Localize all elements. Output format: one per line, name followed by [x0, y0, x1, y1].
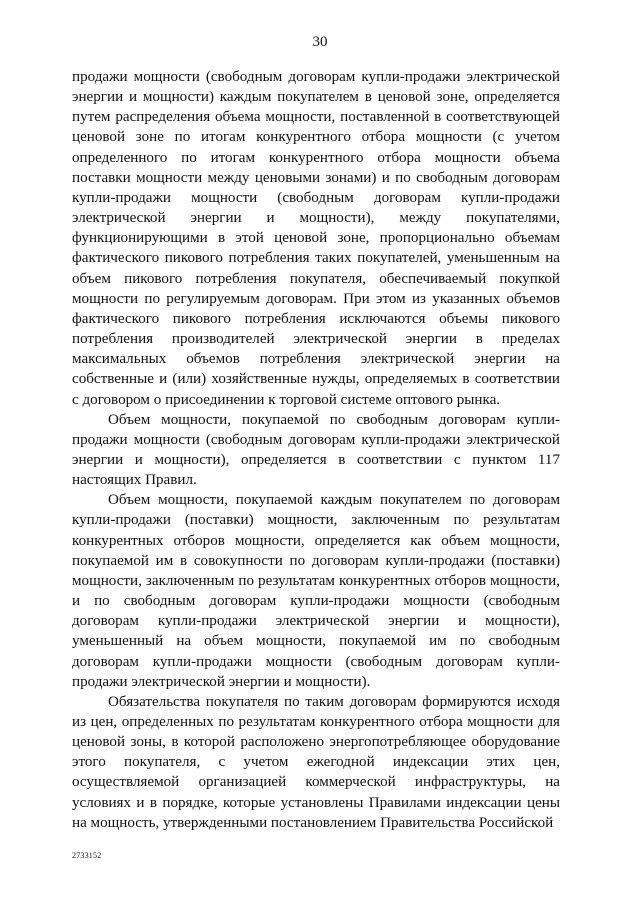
document-id: 2733152 [72, 851, 102, 860]
paragraph-competitive-selection-volume: Объем мощности, покупаемой каждым покупателем по договорам купли-продажи (поставки) мощности, заключенным по результатам конкурентных отборов мощности, определяется как объем мощности, покупаемой им в совокупности по договорам купли-продажи (поставки) мощности, заключенным по результатам конкурентных отборов мощности, и по свободным договорам купли-продажи мощности (свободным договорам купли-продажи электрической энергии и мощности), уменьшенный на объем мощности, покупаемой им по свободным договорам купли-продажи мощности (свободным договорам купли-продажи электрической энергии и мощности). [72, 492, 560, 690]
paragraph-continuation: продажи мощности (свободным договорам купли-продажи электрической энергии и мощности) каждым покупателем в ценовой зоне, определяется путем распределения объема мощности, поставленной в соответствующей ценовой зоне по итогам конкурентного отбора мощности (с учетом определенного по итогам конкурентного отбора мощности объема поставки мощности между ценовыми зонами) и по свободным договорам купли-продажи мощности (свободным договорам купли-продажи электрической энергии и мощности), между покупателями, функционирующими в этой ценовой зоне, пропорционально объемам фактического пикового потребления таких покупателей, уменьшенным на объем пикового потребления покупателя, обеспечиваемый покупкой мощности по регулируемым договорам. При этом из указанных объемов фактического пикового потребления исключаются объемы пикового потребления производителей электрической энергии в пределах максимальных объемов потребления электрической энергии на собственные и (или) хозяйственные нужды, определяемых в соответствии с договором о присоединении к торговой системе оптового рынка. [72, 69, 560, 408]
document-body [72, 67, 560, 833]
paragraph-free-contracts-volume: Объем мощности, покупаемой по свободным договорам купли-продажи мощности (свободным договорам купли-продажи электрической энергии и мощности), определяется в соответствии с пунктом 117 настоящих Правил. [72, 411, 560, 489]
page-number: 30 [312, 34, 328, 50]
paragraph-buyer-obligations: Обязательства покупателя по таким договорам формируются исходя из цен, определенных по результатам конкурентного отбора мощности для ценовой зоны, в которой расположено энергопотребляющее оборудование этого покупателя, с учетом ежегодной индексации этих цен, осуществляемой организацией коммерческой инфраструктуры, на условиях и в порядке, которые установлены Правилами индексации цены на мощность, утвержденными постановлением Правительства Российской [72, 693, 560, 831]
